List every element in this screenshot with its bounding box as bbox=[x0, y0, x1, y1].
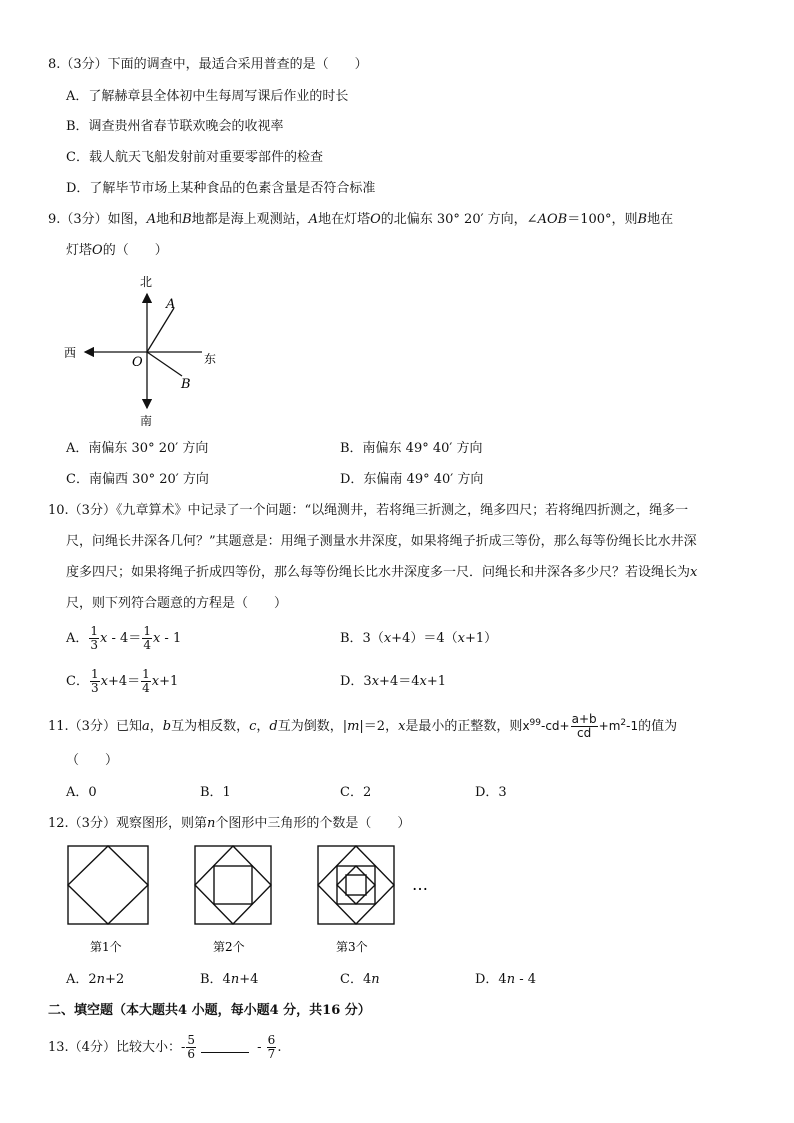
q12-option-c: C．4n bbox=[340, 972, 380, 987]
label-a: A bbox=[166, 297, 176, 312]
q9-option-d: D．东偏南 49° 40′ 方向 bbox=[340, 472, 484, 487]
fig1-outer-square bbox=[68, 846, 148, 924]
q11-option-c: C．2 bbox=[340, 785, 372, 800]
q8-option-c: C．载人航天飞船发射前对重要零部件的检查 bbox=[66, 150, 323, 165]
q8-stem: 8.（3分）下面的调查中，最适合采用普查的是（ ） bbox=[48, 57, 368, 72]
section2-heading: 二、填空题（本大题共4 小题，每小题4 分，共16 分） bbox=[48, 1003, 371, 1018]
q8-option-a: A．了解赫章县全体初中生每周写课后作业的时长 bbox=[66, 89, 349, 104]
fig1-caption: 第1个 bbox=[90, 940, 122, 954]
ray-ob bbox=[147, 352, 182, 376]
label-b: B bbox=[181, 377, 191, 392]
fig-ellipsis: … bbox=[412, 875, 428, 894]
label-west: 西 bbox=[64, 346, 77, 360]
fig3-innermost-square bbox=[346, 875, 366, 895]
q13-stem: 13.（4分）比较大小：- $\frac{5}{6}$ - $\frac{6}{7}$ . bbox=[48, 1033, 282, 1061]
q9-stem-line1: 9.（3分）如图，A地和B地都是海上观测站，A地在灯塔O的北偏东 30° 20′ 方向，∠AOB＝100°，则B地在 bbox=[48, 212, 674, 227]
q12-figures bbox=[60, 838, 480, 963]
q10-option-b: B．3（x+4）＝4（x+1） bbox=[340, 631, 498, 646]
fig2-outer-square bbox=[195, 846, 271, 924]
q12-option-b: B．4n+4 bbox=[200, 972, 259, 987]
q10-stem-line4: 尺，则下列符合题意的方程是（ ） bbox=[66, 596, 288, 611]
q11-expression: $x^{99}-cd+$ $\frac{a+b}{cd}$ $+m^2-1$ bbox=[522, 712, 639, 740]
q10-stem-line3: 度多四尺；如果将绳子折成四等份，那么每等份绳长比水井深度多一尺．问绳长和井深各多少尺？若设绳长为x bbox=[66, 565, 698, 580]
ray-oa bbox=[147, 308, 174, 352]
label-south: 南 bbox=[140, 414, 153, 428]
label-east: 东 bbox=[204, 352, 217, 366]
fig3-inner-square bbox=[337, 866, 375, 904]
q10-option-a: A． $\frac{1}{3}$ x - 4＝ $\frac{1}{4}$ x - 1 bbox=[66, 624, 182, 652]
fig2-caption: 第2个 bbox=[213, 940, 245, 954]
q11-option-d: D．3 bbox=[475, 785, 507, 800]
q9-stem-line2: 灯塔O的（ ） bbox=[66, 243, 168, 258]
q10-option-c: C． $\frac{1}{3}$ x+4＝ $\frac{1}{4}$ x+1 bbox=[66, 667, 179, 695]
q9-option-b: B．南偏东 49° 40′ 方向 bbox=[340, 441, 483, 456]
label-o: O bbox=[132, 355, 143, 370]
q9-compass-figure bbox=[60, 270, 230, 430]
q12-option-a: A．2n+2 bbox=[66, 972, 125, 987]
q9-option-a: A．南偏东 30° 20′ 方向 bbox=[66, 441, 209, 456]
fig3-outer-square bbox=[318, 846, 394, 924]
q12-stem: 12.（3分）观察图形，则第n个图形中三角形的个数是（ ） bbox=[48, 816, 411, 831]
q10-stem-line2: 尺，问绳长井深各几何？”其题意是：用绳子测量水井深度，如果将绳子折成三等份，那么每等份绳长比水井深 bbox=[66, 534, 697, 549]
q11-option-a: A．0 bbox=[66, 785, 97, 800]
q12-option-d: D．4n - 4 bbox=[475, 972, 537, 987]
fig3-caption: 第3个 bbox=[336, 940, 368, 954]
q11-answer-paren: （ ） bbox=[66, 753, 119, 768]
fig3-diamond bbox=[318, 846, 394, 924]
q13-answer-blank[interactable] bbox=[201, 1052, 249, 1053]
q9-option-c: C．南偏西 30° 20′ 方向 bbox=[66, 472, 209, 487]
q11-option-b: B．1 bbox=[200, 785, 231, 800]
fig2-diamond bbox=[195, 846, 271, 924]
q11-stem-line1: 11.（3分）已知a，b互为相反数，c，d互为倒数，|m|＝2，x是最小的正整数，则$x^{99}-cd+$ $\frac{a+b}{cd}$ $+m^2-1$的值为 bbox=[48, 712, 678, 740]
fig2-inner-square bbox=[214, 866, 252, 904]
fig3-inner-diamond bbox=[337, 866, 375, 904]
q8-option-d: D．了解毕节市场上某种食品的色素含量是否符合标准 bbox=[66, 181, 376, 196]
q10-option-d: D．3x+4＝4x+1 bbox=[340, 674, 446, 689]
label-north: 北 bbox=[140, 275, 153, 289]
fig1-diamond bbox=[68, 846, 148, 924]
q8-option-b: B．调查贵州省春节联欢晚会的收视率 bbox=[66, 119, 284, 134]
q10-stem-line1: 10.（3分）《九章算术》中记录了一个问题：“以绳测井，若将绳三折测之，绳多四尺；若将绳四折测之，绳多一 bbox=[48, 503, 689, 518]
